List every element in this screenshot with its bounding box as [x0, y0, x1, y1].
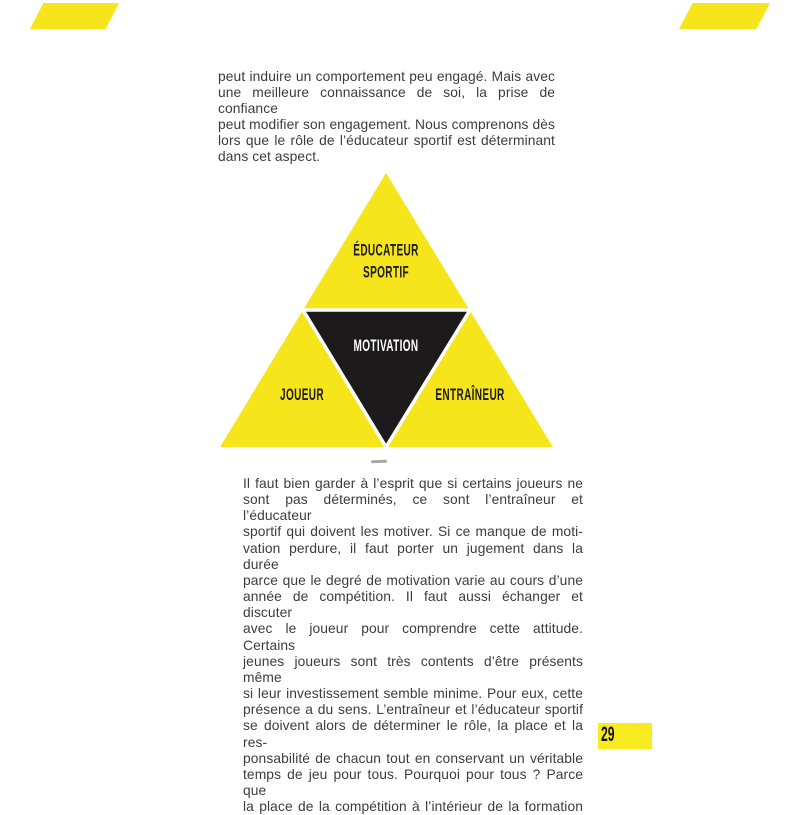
text-line: jeunes joueurs sont très contents d’être présents même [243, 653, 583, 685]
corner-mark-left [30, 3, 119, 29]
diagram-label-motivation: MOTIVATION [353, 336, 419, 355]
scan-artifact-dash [371, 460, 387, 464]
text-line: sportif qui doivent les motiver. Si ce manque de moti- [243, 524, 583, 540]
page-number-badge [598, 723, 652, 749]
text-line: la place de la compétition à l’intérieur de la formation [243, 799, 583, 815]
diagram-label-line: SPORTIF [363, 262, 409, 281]
text-line: si leur investissement semble minime. Pour eux, cette [243, 686, 583, 702]
text-line: année de compétition. Il faut aussi échanger et discuter [243, 589, 583, 621]
text-line: une meilleure connaissance de soi, la prise de confiance [218, 85, 555, 116]
text-line: peut induire un comportement peu engagé. Mais avec [218, 69, 555, 84]
diagram-label-joueur: JOUEUR [280, 385, 324, 404]
text-line: temps de jeu pour tous. Pourquoi pour tous ? Parce que [243, 766, 583, 798]
text-line: lors que le rôle de l’éducateur sportif est déterminant [218, 133, 555, 148]
bottom-paragraph [243, 476, 583, 815]
page-number: 29 [601, 723, 615, 746]
text-line: peut modifier son engagement. Nous comprenons dès [218, 117, 555, 132]
text-line: ponsabilité de chacun tout en conservant un véritable [243, 750, 583, 766]
text-line: sont pas déterminés, ce sont l’entraîneur et l’éducateur [243, 492, 583, 524]
text-line: avec le joueur pour comprendre cette attitude. Certains [243, 621, 583, 653]
text-line: présence a du sens. L’entraîneur et l’éducateur sportif [243, 702, 583, 718]
diagram-label-line: ÉDUCATEUR [353, 240, 419, 260]
top-paragraph [218, 69, 555, 165]
text-line: se doivent alors de déterminer le rôle, la place et la res- [243, 718, 583, 750]
diagram-label-entraineur: ENTRAÎNEUR [435, 385, 505, 404]
text-line: vation perdure, il faut porter un jugement dans la durée [243, 540, 583, 572]
text-line: Il faut bien garder à l’esprit que si certains joueurs ne [243, 476, 583, 491]
corner-mark-right [679, 3, 770, 29]
text-line: parce que le degré de motivation varie au cours d’une [243, 572, 583, 588]
diagram-label-educateur-sportif [353, 240, 418, 283]
text-line: dans cet aspect. [218, 149, 321, 164]
motivation-triangle-diagram [210, 168, 560, 460]
